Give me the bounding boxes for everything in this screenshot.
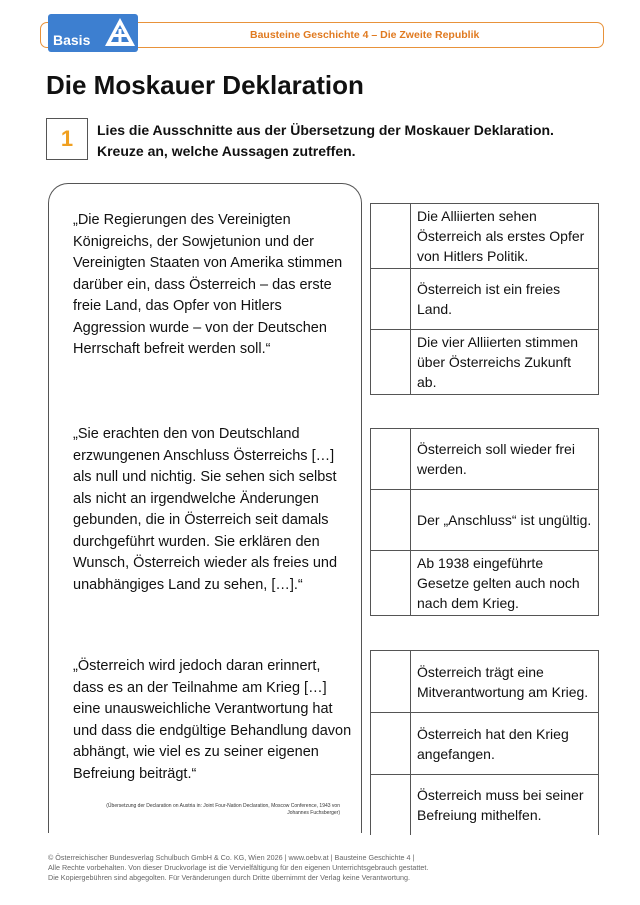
logo-triangle-icon bbox=[104, 17, 136, 49]
quote-3: „Österreich wird jedoch daran erinnert, dass es an der Teilnahme am Krieg […] eine unausweichliche Verantwortung hat und dass die endgültige Behandlung davon abhängt, wie viel es zu seiner eigenen Befreiung beiträgt.“ bbox=[73, 658, 352, 782]
statement-text: Der „Anschluss“ ist ungültig. bbox=[411, 490, 599, 551]
series-title: Bausteine Geschichte 4 – Die Zweite Republik bbox=[250, 29, 480, 41]
checkbox[interactable] bbox=[371, 713, 411, 775]
statement-text: Österreich hat den Krieg angefangen. bbox=[411, 713, 599, 775]
footer-line-3: Die Kopiergebühren sind abgegolten. Für Veränderungen durch Dritte übernimmt der Verlag keine Verantwortung. bbox=[48, 873, 410, 882]
statement-text: Österreich soll wieder frei werden. bbox=[411, 429, 599, 490]
checkbox[interactable] bbox=[371, 269, 411, 330]
page-title: Die Moskauer Deklaration bbox=[46, 70, 364, 100]
checkbox[interactable] bbox=[371, 330, 411, 395]
source-citation: (Übersetzung der Declaration on Austria in: Joint Four-Nation Declaration, Moscow Conference, 1943 von Johannes Fuchsberger) bbox=[106, 803, 340, 816]
statement-text: Die vier Alliierten stimmen über Österreichs Zukunft ab. bbox=[411, 330, 599, 395]
footer-line-1: © Österreichischer Bundesverlag Schulbuch GmbH & Co. KG, Wien 2026 | www.oebv.at | Bausteine Geschichte 4 | bbox=[48, 853, 415, 862]
logo-text: Basis bbox=[53, 32, 91, 48]
statement-row bbox=[371, 775, 599, 835]
statement-table-3 bbox=[370, 650, 599, 835]
checkbox[interactable] bbox=[371, 429, 411, 490]
statement-row bbox=[371, 551, 599, 616]
footer bbox=[48, 853, 608, 883]
task-instruction: Lies die Ausschnitte aus der Übersetzung der Moskauer Deklaration. Kreuze an, welche Aussagen zutreffen. bbox=[97, 122, 554, 159]
checkbox[interactable] bbox=[371, 204, 411, 269]
statement-table-1 bbox=[370, 203, 599, 395]
statement-text: Österreich muss bei seiner Befreiung mithelfen. bbox=[411, 775, 599, 835]
statement-text: Österreich ist ein freies Land. bbox=[411, 269, 599, 330]
quote-2: „Sie erachten den von Deutschland erzwungenen Anschluss Österreichs […] als null und nichtig. Sie sehen sich selbst als nicht an irgendwelche Änderungen gebunden, die in Österreich seit damals durchgeführt wurden. Sie erklären den Wunsch, Österreich wieder als freies und unabhängiges Land zu sehen, […].“ bbox=[73, 426, 338, 593]
statement-text: Ab 1938 eingeführte Gesetze gelten auch noch nach dem Krieg. bbox=[411, 551, 599, 616]
statement-table-2 bbox=[370, 428, 599, 616]
checkbox[interactable] bbox=[371, 775, 411, 835]
statement-row bbox=[371, 490, 599, 551]
task-number: 1 bbox=[46, 118, 88, 160]
statement-row bbox=[371, 651, 599, 713]
statement-row bbox=[371, 429, 599, 490]
checkbox[interactable] bbox=[371, 651, 411, 713]
statement-row bbox=[371, 204, 599, 269]
statement-text: Österreich trägt eine Mitverantwortung am Krieg. bbox=[411, 651, 599, 713]
checkbox[interactable] bbox=[371, 490, 411, 551]
quote-1: „Die Regierungen des Vereinigten Königreichs, der Sowjetunion und der Vereinigten Staaten von Amerika stimmen darüber ein, dass Österreich – das erste freie Land, das Opfer von Hitlers Aggression wurde – von der Deutschen Herrschaft befreit werden soll.“ bbox=[73, 212, 343, 357]
statement-row bbox=[371, 269, 599, 330]
statement-row bbox=[371, 713, 599, 775]
footer-line-2: Alle Rechte vorbehalten. Von dieser Druckvorlage ist die Vervielfältigung für den eigenen Unterrichtsgebrauch gestattet. bbox=[48, 863, 429, 872]
basis-logo bbox=[48, 14, 138, 52]
statement-text: Die Alliierten sehen Österreich als erstes Opfer von Hitlers Politik. bbox=[411, 204, 599, 269]
checkbox[interactable] bbox=[371, 551, 411, 616]
statement-row bbox=[371, 330, 599, 395]
